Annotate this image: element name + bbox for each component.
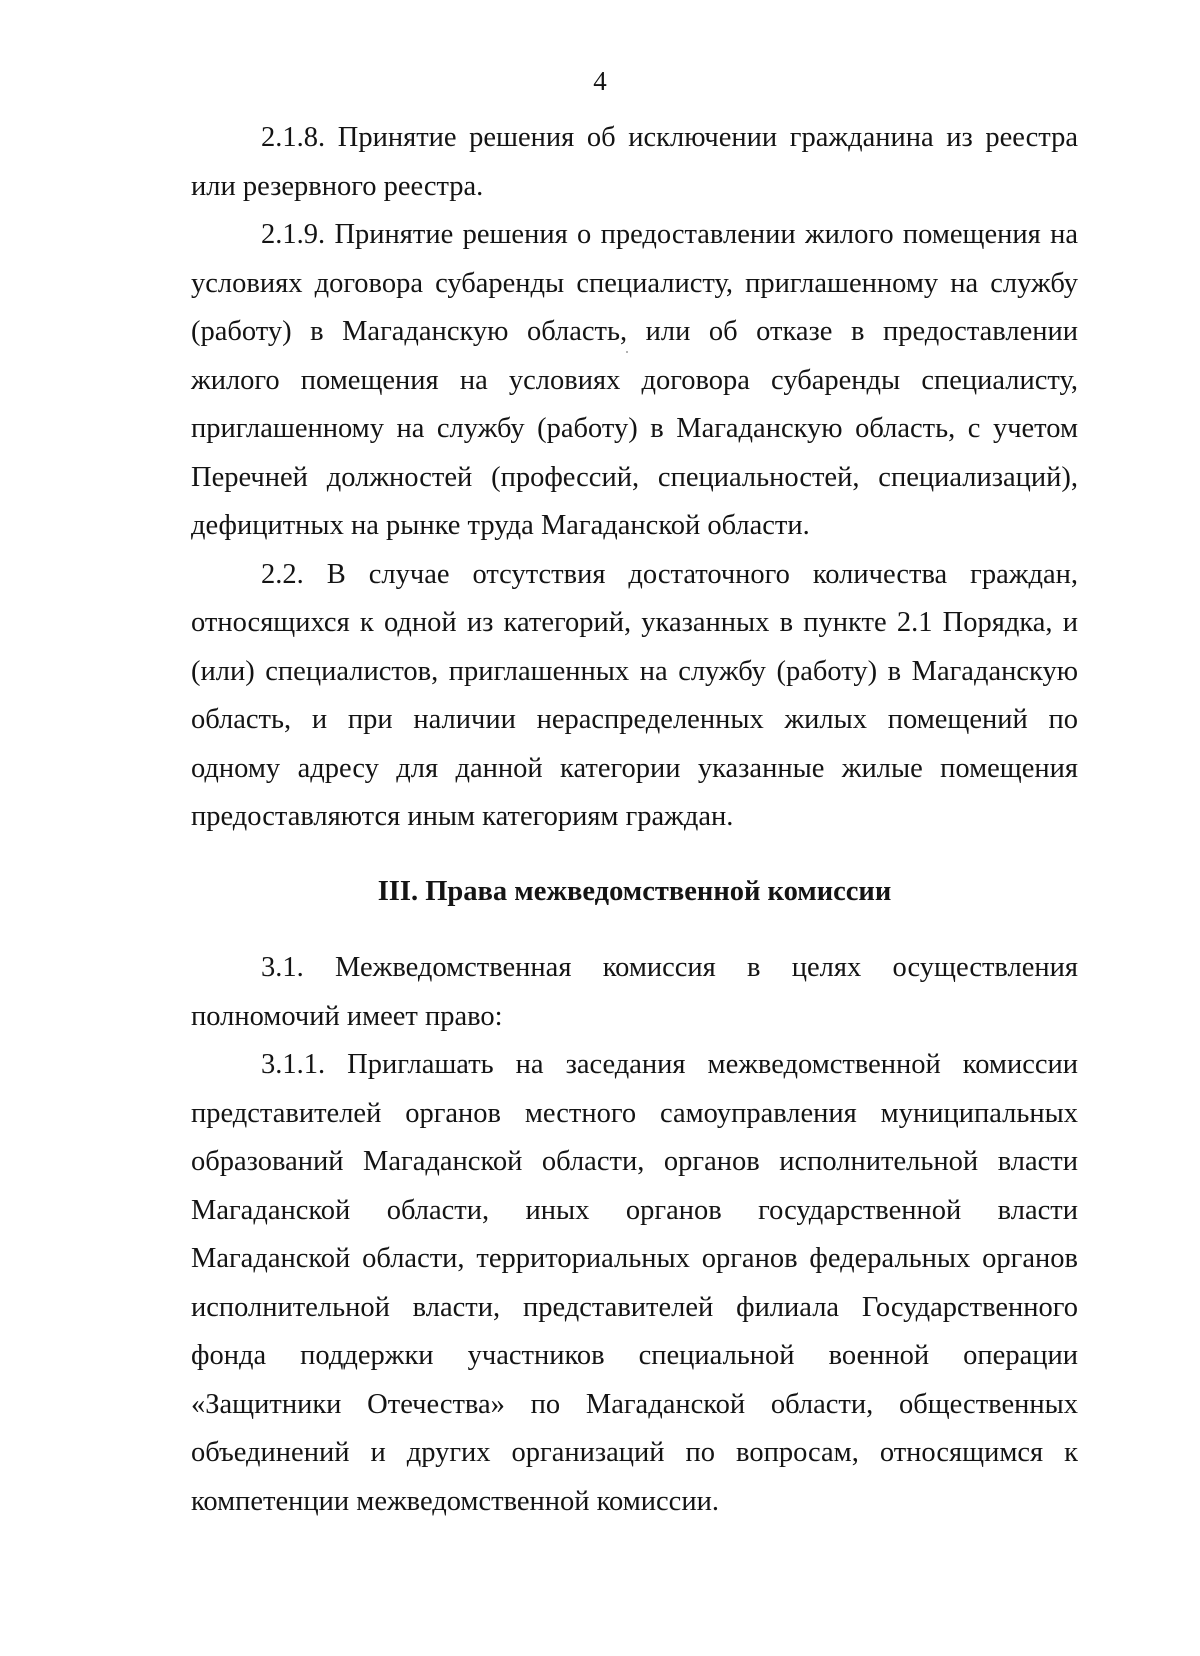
paragraph-3-1-1: 3.1.1. Приглашать на заседания межведомственной комиссии представителей органов местного самоуправления муниципальных образований Магаданской области, органов исполнительной власти Магаданской области, иных органов государственной власти Магаданской области, территориальных органов федеральных органов исполнительной власти, представителей филиала Государственного фонда поддержки участников специальной военной операции «Защитники Отечества» по Магаданской области, общественных объединений и других организаций по вопросам, относящимся к компетенции межведомственной комиссии. bbox=[191, 1049, 1078, 1517]
section-heading: III. Права межведомственной комиссии bbox=[377, 875, 892, 907]
paragraph-2-2: 2.2. В случае отсутствия достаточного количества граждан, относящихся к одной из категорий, указанных в пункте 2.1 Порядка, и (или) специалистов, приглашенных на службу (работу) в Магаданскую область, и при наличии нераспределенных жилых помещений по одному адресу для данной категории указанные жилые помещения предоставляются иным категориям граждан. bbox=[191, 558, 1078, 832]
paragraph-3-1: 3.1. Межведомственная комиссия в целях осуществления полномочий имеет право: bbox=[191, 952, 1078, 1032]
paragraph-2-1-8: 2.1.8. Принятие решения об исключении гражданина из реестра или резервного реестра. bbox=[191, 122, 1078, 202]
paragraph-2-1-9: 2.1.9. Принятие решения о предоставлении жилого помещения на условиях договора субаренды специалисту, приглашенному на службу (работу) в Магаданскую область, или об отказе в предоставлении жилого помещения на условиях договора субаренды специалисту, приглашенному на службу (работу) в Магаданскую область, с учетом Перечней должностей (профессий, специальностей, специализаций), дефицитных на рынке труда Магаданской области. bbox=[191, 219, 1078, 541]
document-body bbox=[191, 114, 1078, 1526]
scan-speck bbox=[626, 351, 628, 353]
page-number: 4 bbox=[593, 66, 607, 96]
